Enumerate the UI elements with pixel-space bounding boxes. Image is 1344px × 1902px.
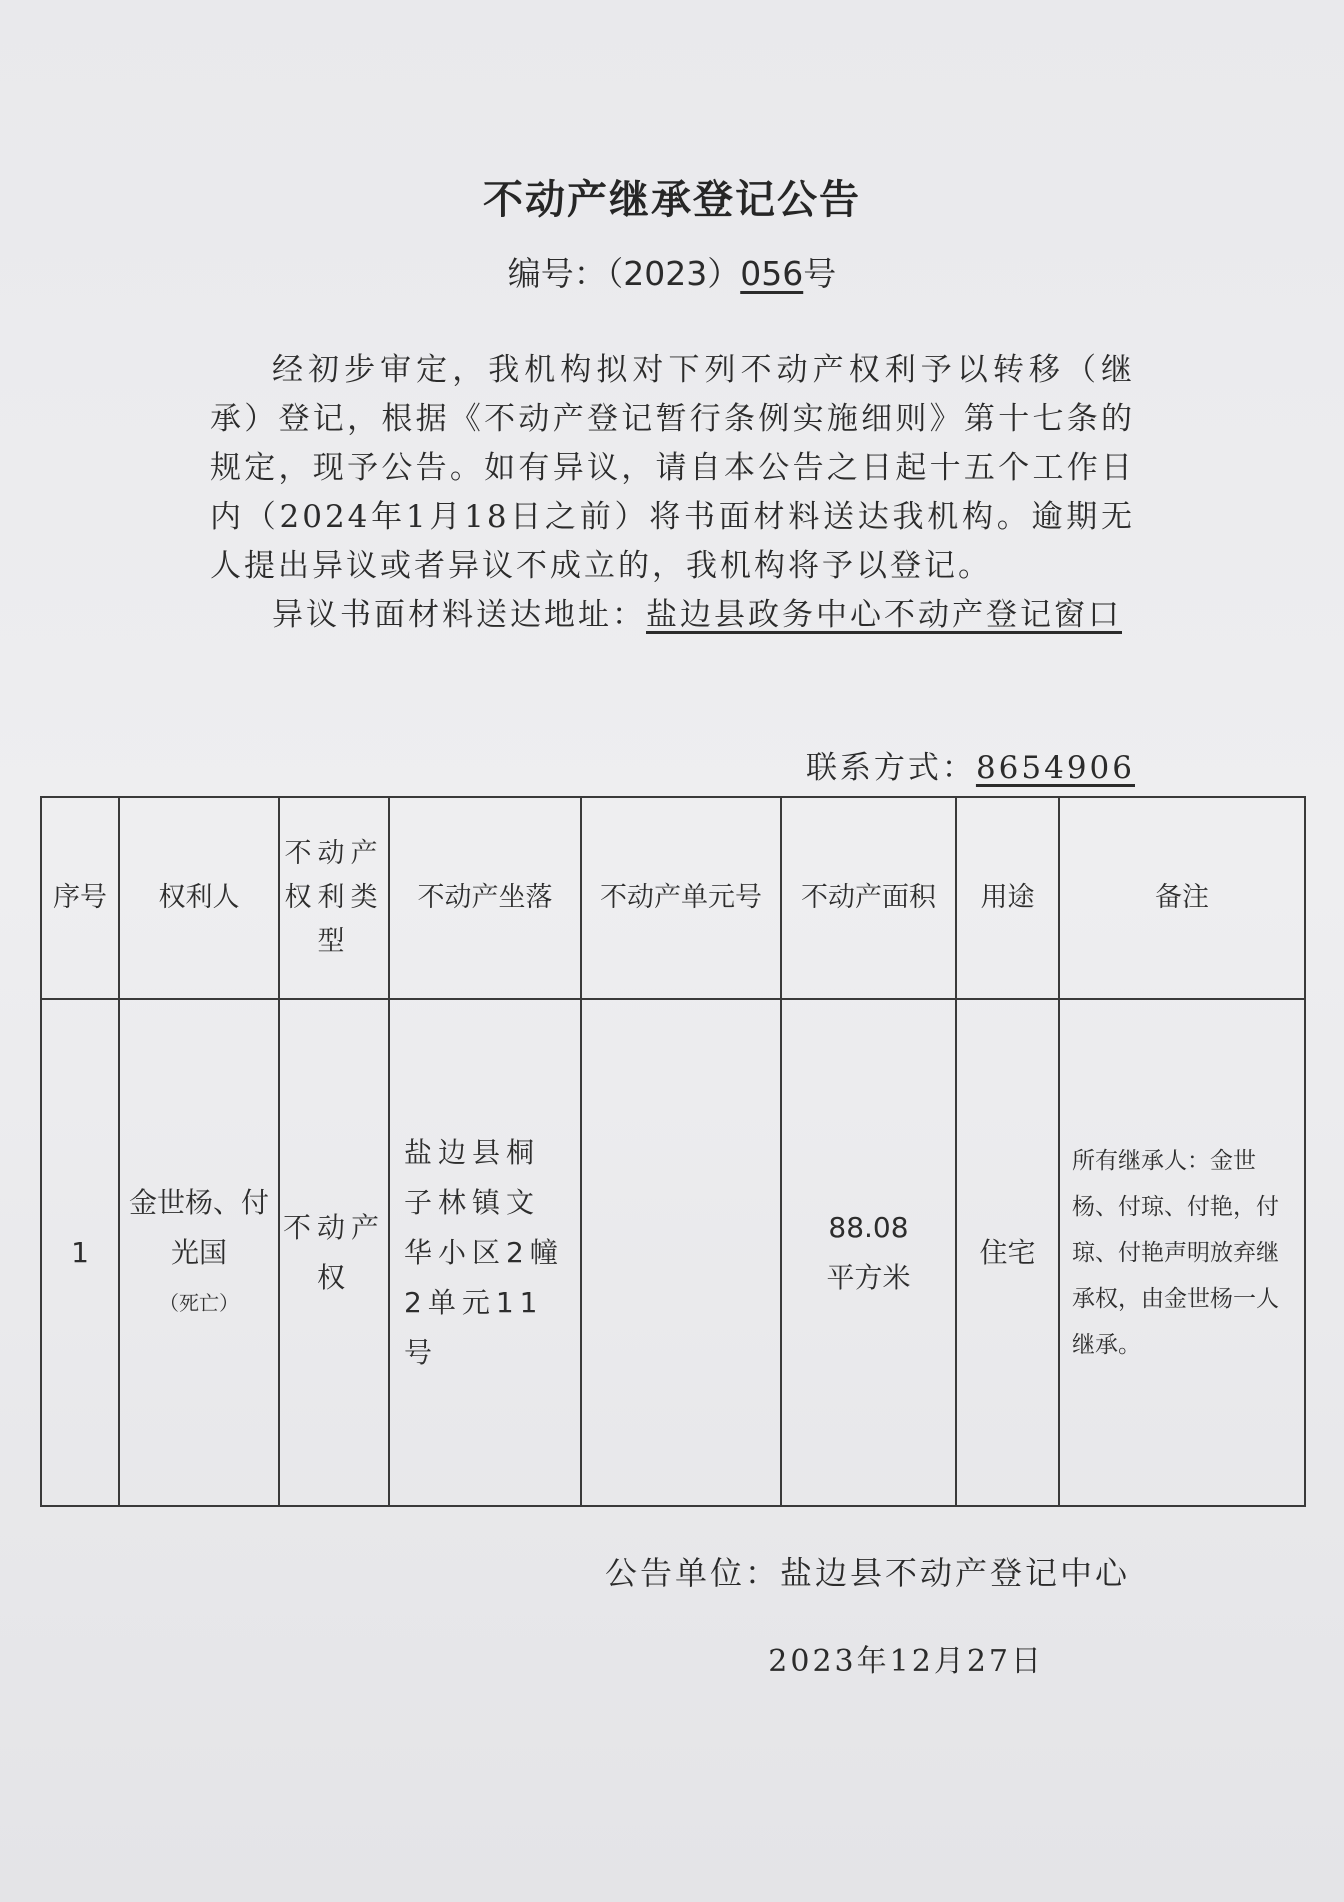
cell-right-type: 不动产权: [279, 999, 389, 1506]
cell-seq: 1: [41, 999, 119, 1506]
objection-address-value: 盐边县政务中心不动产登记窗口: [646, 597, 1122, 633]
issue-date: 2023年12月27日: [768, 1644, 1044, 1679]
header-usage: 用途: [956, 797, 1059, 999]
document-number: [0, 248, 1344, 295]
area-unit: 平方米: [826, 1260, 911, 1294]
registration-table: [40, 796, 1306, 1507]
table-row: [41, 999, 1305, 1506]
notice-title: 不动产继承登记公告: [483, 177, 861, 223]
cell-location: 盐边县桐子林镇文华小区2幢2单元11号: [389, 999, 581, 1506]
header-right-type: 不动产权利类型: [279, 797, 389, 999]
holder-names: 金世杨、付光国: [128, 1185, 269, 1269]
document-number-value: 056: [740, 254, 804, 293]
area-value: 88.08: [828, 1210, 909, 1244]
holder-deceased-note: （死亡）: [159, 1290, 239, 1315]
contact-info: [806, 742, 1135, 787]
cell-holder: [119, 999, 279, 1506]
issuing-unit: 公告单位：盐边县不动产登记中心: [604, 1554, 1130, 1592]
cell-area: [781, 999, 956, 1506]
cell-remarks: 所有继承人：金世杨、付琼、付艳，付琼、付艳声明放弃继承权，由金世杨一人继承。: [1059, 999, 1305, 1506]
cell-unit-no: [581, 999, 781, 1506]
contact-phone: 8654906: [975, 750, 1135, 786]
header-location: 不动产坐落: [389, 797, 581, 999]
objection-address-label: 异议书面材料送达地址：: [272, 597, 646, 633]
header-seq: 序号: [41, 797, 119, 999]
objection-address: [210, 591, 1135, 640]
header-area: 不动产面积: [781, 797, 956, 999]
header-unit-no: 不动产单元号: [581, 797, 781, 999]
table-header-row: [41, 797, 1305, 999]
document-number-suffix: 号: [803, 254, 837, 293]
notice-paragraph: 经初步审定，我机构拟对下列不动产权利予以转移（继承）登记，根据《不动产登记暂行条例实施细则》第十七条的规定，现予公告。如有异议，请自本公告之日起十五个工作日内（2024年1月18日之前）将书面材料送达我机构。逾期无人提出异议或者异议不成立的，我机构将予以登记。: [210, 352, 1135, 584]
contact-label: 联系方式：: [805, 750, 976, 786]
header-holder: 权利人: [119, 797, 279, 999]
cell-usage: 住宅: [956, 999, 1059, 1506]
document-number-prefix: 编号：（2023）: [507, 254, 741, 293]
header-remarks: 备注: [1059, 797, 1305, 999]
notice-body: [210, 346, 1135, 640]
